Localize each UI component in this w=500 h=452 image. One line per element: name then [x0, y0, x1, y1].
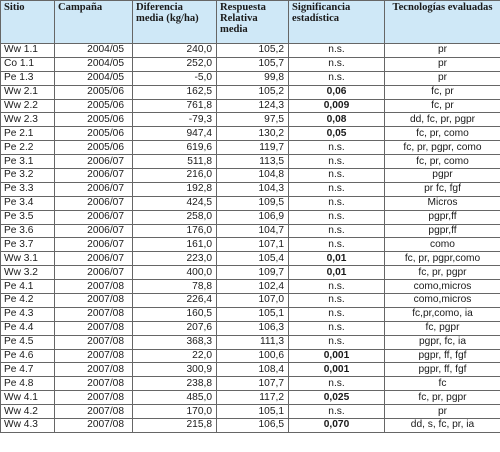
cell-campana: 2006/07	[55, 169, 133, 183]
cell-tecnologias: fc, pr, como	[385, 127, 500, 141]
cell-tecnologias: pgpr,ff	[385, 224, 500, 238]
table-row	[1, 85, 500, 99]
cell-campana: 2006/07	[55, 224, 133, 238]
cell-campana: 2007/08	[55, 335, 133, 349]
cell-diferencia: 161,0	[133, 238, 217, 252]
cell-respuesta: 102,4	[217, 280, 289, 294]
cell-sitio: Pe 1.3	[1, 71, 55, 85]
cell-respuesta: 105,2	[217, 44, 289, 58]
cell-significancia: n.s.	[289, 294, 385, 308]
cell-sitio: Ww 4.2	[1, 405, 55, 419]
cell-sitio: Pe 3.2	[1, 169, 55, 183]
cell-diferencia: 258,0	[133, 210, 217, 224]
table-row	[1, 99, 500, 113]
cell-sitio: Ww 2.3	[1, 113, 55, 127]
cell-tecnologias: fc, pr, pgpr	[385, 266, 500, 280]
cell-diferencia: 22,0	[133, 349, 217, 363]
cell-campana: 2007/08	[55, 363, 133, 377]
table-row	[1, 252, 500, 266]
cell-campana: 2007/08	[55, 307, 133, 321]
cell-sitio: Ww 4.1	[1, 391, 55, 405]
table-row	[1, 419, 500, 433]
cell-sitio: Ww 3.2	[1, 266, 55, 280]
cell-respuesta: 130,2	[217, 127, 289, 141]
cell-sitio: Pe 3.1	[1, 155, 55, 169]
cell-respuesta: 107,1	[217, 238, 289, 252]
cell-significancia: 0,06	[289, 85, 385, 99]
cell-respuesta: 107,7	[217, 377, 289, 391]
cell-respuesta: 106,5	[217, 419, 289, 433]
table-row	[1, 280, 500, 294]
cell-diferencia: 238,8	[133, 377, 217, 391]
header-campana: Campaña	[55, 1, 133, 44]
cell-diferencia: 619,6	[133, 141, 217, 155]
table-row	[1, 224, 500, 238]
cell-significancia: n.s.	[289, 210, 385, 224]
cell-respuesta: 105,1	[217, 405, 289, 419]
table-row	[1, 238, 500, 252]
cell-diferencia: 761,8	[133, 99, 217, 113]
cell-campana: 2007/08	[55, 391, 133, 405]
table-body	[1, 44, 500, 433]
cell-campana: 2006/07	[55, 210, 133, 224]
cell-sitio: Ww 1.1	[1, 44, 55, 58]
cell-sitio: Pe 4.3	[1, 307, 55, 321]
cell-respuesta: 113,5	[217, 155, 289, 169]
table-header	[1, 1, 500, 44]
cell-sitio: Pe 4.2	[1, 294, 55, 308]
table-row	[1, 169, 500, 183]
table-row	[1, 377, 500, 391]
cell-respuesta: 105,7	[217, 57, 289, 71]
cell-respuesta: 104,7	[217, 224, 289, 238]
cell-sitio: Ww 3.1	[1, 252, 55, 266]
cell-significancia: 0,001	[289, 349, 385, 363]
cell-tecnologias: fc, pr, pgpr, como	[385, 141, 500, 155]
cell-sitio: Ww 4.3	[1, 419, 55, 433]
cell-campana: 2007/08	[55, 419, 133, 433]
cell-significancia: 0,01	[289, 252, 385, 266]
cell-respuesta: 105,1	[217, 307, 289, 321]
table-row	[1, 210, 500, 224]
cell-campana: 2006/07	[55, 238, 133, 252]
cell-significancia: n.s.	[289, 224, 385, 238]
cell-tecnologias: pr	[385, 405, 500, 419]
header-row	[1, 1, 500, 44]
cell-significancia: n.s.	[289, 238, 385, 252]
cell-sitio: Ww 2.1	[1, 85, 55, 99]
cell-sitio: Pe 2.1	[1, 127, 55, 141]
cell-significancia: n.s.	[289, 307, 385, 321]
cell-campana: 2005/06	[55, 113, 133, 127]
cell-respuesta: 105,2	[217, 85, 289, 99]
cell-campana: 2005/06	[55, 99, 133, 113]
cell-respuesta: 117,2	[217, 391, 289, 405]
table-row	[1, 266, 500, 280]
cell-tecnologias: fc, pr, pgpr	[385, 391, 500, 405]
cell-campana: 2006/07	[55, 182, 133, 196]
cell-diferencia: 160,5	[133, 307, 217, 321]
cell-campana: 2007/08	[55, 280, 133, 294]
cell-respuesta: 106,3	[217, 321, 289, 335]
cell-tecnologias: fc, pgpr	[385, 321, 500, 335]
header-tecnologias: Tecnologías evaluadas	[385, 1, 500, 44]
table-row	[1, 335, 500, 349]
cell-respuesta: 124,3	[217, 99, 289, 113]
cell-respuesta: 105,4	[217, 252, 289, 266]
cell-diferencia: 207,6	[133, 321, 217, 335]
table-row	[1, 155, 500, 169]
cell-sitio: Pe 4.7	[1, 363, 55, 377]
cell-campana: 2005/06	[55, 85, 133, 99]
header-diferencia: Diferencia media (kg/ha)	[133, 1, 217, 44]
cell-tecnologias: pgpr, fc, ia	[385, 335, 500, 349]
cell-campana: 2004/05	[55, 44, 133, 58]
cell-diferencia: 300,9	[133, 363, 217, 377]
cell-respuesta: 97,5	[217, 113, 289, 127]
cell-sitio: Pe 4.1	[1, 280, 55, 294]
cell-sitio: Pe 4.8	[1, 377, 55, 391]
cell-campana: 2006/07	[55, 155, 133, 169]
cell-significancia: n.s.	[289, 155, 385, 169]
table-row	[1, 127, 500, 141]
cell-respuesta: 100,6	[217, 349, 289, 363]
cell-tecnologias: fc	[385, 377, 500, 391]
cell-sitio: Pe 4.6	[1, 349, 55, 363]
cell-respuesta: 106,9	[217, 210, 289, 224]
cell-tecnologias: pgpr, ff, fgf	[385, 363, 500, 377]
cell-tecnologias: fc,pr,como, ia	[385, 307, 500, 321]
cell-significancia: 0,009	[289, 99, 385, 113]
cell-significancia: 0,001	[289, 363, 385, 377]
cell-tecnologias: fc, pr, pgpr,como	[385, 252, 500, 266]
cell-sitio: Co 1.1	[1, 57, 55, 71]
cell-sitio: Pe 3.3	[1, 182, 55, 196]
cell-significancia: n.s.	[289, 321, 385, 335]
table-row	[1, 363, 500, 377]
cell-campana: 2006/07	[55, 266, 133, 280]
cell-tecnologias: como,micros	[385, 280, 500, 294]
cell-diferencia: 215,8	[133, 419, 217, 433]
cell-campana: 2006/07	[55, 252, 133, 266]
cell-campana: 2005/06	[55, 127, 133, 141]
cell-sitio: Pe 3.7	[1, 238, 55, 252]
cell-respuesta: 107,0	[217, 294, 289, 308]
cell-diferencia: -5,0	[133, 71, 217, 85]
cell-tecnologias: pgpr,ff	[385, 210, 500, 224]
table-row	[1, 196, 500, 210]
cell-significancia: n.s.	[289, 377, 385, 391]
cell-diferencia: 176,0	[133, 224, 217, 238]
cell-tecnologias: como	[385, 238, 500, 252]
cell-sitio: Ww 2.2	[1, 99, 55, 113]
cell-significancia: n.s.	[289, 405, 385, 419]
cell-diferencia: 192,8	[133, 182, 217, 196]
cell-significancia: n.s.	[289, 141, 385, 155]
cell-sitio: Pe 4.5	[1, 335, 55, 349]
cell-diferencia: 240,0	[133, 44, 217, 58]
cell-diferencia: 485,0	[133, 391, 217, 405]
cell-tecnologias: pr fc, fgf	[385, 182, 500, 196]
table-row	[1, 405, 500, 419]
cell-diferencia: 511,8	[133, 155, 217, 169]
table-row	[1, 349, 500, 363]
cell-significancia: n.s.	[289, 182, 385, 196]
cell-campana: 2005/06	[55, 141, 133, 155]
cell-tecnologias: como,micros	[385, 294, 500, 308]
cell-respuesta: 108,4	[217, 363, 289, 377]
table-row	[1, 391, 500, 405]
cell-diferencia: 424,5	[133, 196, 217, 210]
cell-sitio: Pe 3.6	[1, 224, 55, 238]
table-row	[1, 113, 500, 127]
cell-respuesta: 99,8	[217, 71, 289, 85]
cell-diferencia: 170,0	[133, 405, 217, 419]
cell-diferencia: 223,0	[133, 252, 217, 266]
cell-campana: 2006/07	[55, 196, 133, 210]
cell-diferencia: 368,3	[133, 335, 217, 349]
cell-respuesta: 104,3	[217, 182, 289, 196]
cell-diferencia: -79,3	[133, 113, 217, 127]
cell-significancia: n.s.	[289, 280, 385, 294]
header-respuesta: Respuesta Relativa media	[217, 1, 289, 44]
cell-tecnologias: pr	[385, 44, 500, 58]
cell-significancia: n.s.	[289, 57, 385, 71]
cell-campana: 2004/05	[55, 57, 133, 71]
cell-significancia: n.s.	[289, 71, 385, 85]
cell-tecnologias: Micros	[385, 196, 500, 210]
table-row	[1, 182, 500, 196]
cell-respuesta: 104,8	[217, 169, 289, 183]
cell-diferencia: 947,4	[133, 127, 217, 141]
cell-campana: 2007/08	[55, 377, 133, 391]
cell-diferencia: 252,0	[133, 57, 217, 71]
cell-tecnologias: pr	[385, 71, 500, 85]
cell-tecnologias: dd, fc, pr, pgpr	[385, 113, 500, 127]
cell-tecnologias: pgpr, ff, fgf	[385, 349, 500, 363]
cell-diferencia: 216,0	[133, 169, 217, 183]
cell-sitio: Pe 4.4	[1, 321, 55, 335]
cell-tecnologias: fc, pr	[385, 85, 500, 99]
cell-diferencia: 400,0	[133, 266, 217, 280]
cell-significancia: 0,08	[289, 113, 385, 127]
cell-campana: 2007/08	[55, 294, 133, 308]
cell-tecnologias: fc, pr	[385, 99, 500, 113]
cell-campana: 2007/08	[55, 321, 133, 335]
cell-significancia: 0,070	[289, 419, 385, 433]
header-significancia: Significancia estadística	[289, 1, 385, 44]
header-sitio: Sitio	[1, 1, 55, 44]
table-row	[1, 321, 500, 335]
table-row	[1, 71, 500, 85]
cell-diferencia: 226,4	[133, 294, 217, 308]
cell-significancia: 0,025	[289, 391, 385, 405]
cell-significancia: n.s.	[289, 335, 385, 349]
cell-significancia: n.s.	[289, 196, 385, 210]
cell-tecnologias: dd, s, fc, pr, ia	[385, 419, 500, 433]
cell-tecnologias: pr	[385, 57, 500, 71]
cell-significancia: 0,05	[289, 127, 385, 141]
cell-campana: 2007/08	[55, 405, 133, 419]
cell-significancia: n.s.	[289, 44, 385, 58]
cell-sitio: Pe 3.5	[1, 210, 55, 224]
table-row	[1, 141, 500, 155]
cell-respuesta: 109,7	[217, 266, 289, 280]
cell-campana: 2007/08	[55, 349, 133, 363]
cell-campana: 2004/05	[55, 71, 133, 85]
cell-diferencia: 78,8	[133, 280, 217, 294]
cell-tecnologias: fc, pr, como	[385, 155, 500, 169]
cell-significancia: n.s.	[289, 169, 385, 183]
cell-respuesta: 119,7	[217, 141, 289, 155]
table-row	[1, 57, 500, 71]
cell-diferencia: 162,5	[133, 85, 217, 99]
cell-significancia: 0,01	[289, 266, 385, 280]
table-row	[1, 294, 500, 308]
cell-respuesta: 111,3	[217, 335, 289, 349]
cell-tecnologias: pgpr	[385, 169, 500, 183]
cell-respuesta: 109,5	[217, 196, 289, 210]
table-row	[1, 307, 500, 321]
table-row	[1, 44, 500, 58]
cell-sitio: Pe 3.4	[1, 196, 55, 210]
cell-sitio: Pe 2.2	[1, 141, 55, 155]
